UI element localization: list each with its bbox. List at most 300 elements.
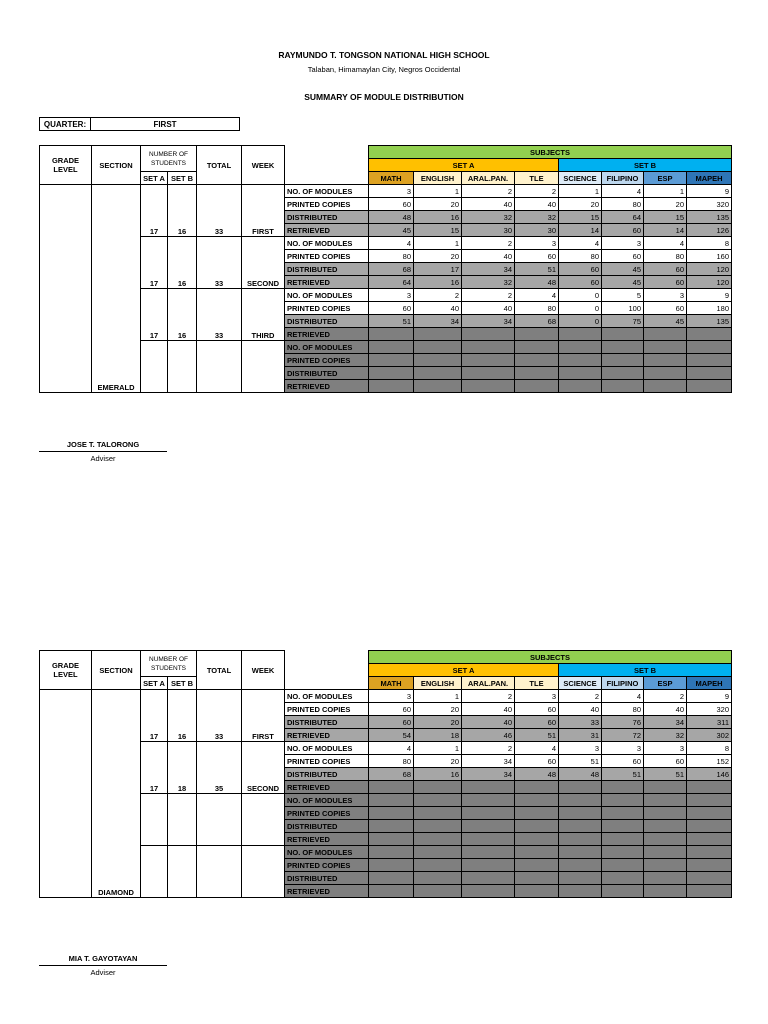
value-cell: 30 — [515, 224, 559, 237]
value-cell: 15 — [559, 211, 602, 224]
document-title: SUMMARY OF MODULE DISTRIBUTION — [304, 92, 464, 102]
value-cell — [414, 885, 462, 898]
value-cell — [414, 833, 462, 846]
total-count: 33 — [197, 237, 242, 289]
value-cell — [414, 859, 462, 872]
value-cell: 64 — [602, 211, 644, 224]
value-cell — [644, 341, 687, 354]
value-cell: 3 — [559, 742, 602, 755]
value-cell: 20 — [414, 755, 462, 768]
set-b-count: 16 — [168, 237, 197, 289]
value-cell: 15 — [644, 211, 687, 224]
value-cell: 76 — [602, 716, 644, 729]
value-cell: 120 — [687, 276, 732, 289]
value-cell: 68 — [369, 263, 414, 276]
value-cell — [462, 820, 515, 833]
value-cell — [559, 859, 602, 872]
value-cell — [602, 367, 644, 380]
week-name — [242, 794, 285, 846]
value-cell: 3 — [369, 289, 414, 302]
value-cell: 5 — [602, 289, 644, 302]
subjects-header: SUBJECTS — [369, 146, 732, 159]
set-b-count — [168, 846, 197, 898]
value-cell: 9 — [687, 690, 732, 703]
value-cell: 14 — [644, 224, 687, 237]
value-cell — [369, 367, 414, 380]
value-cell — [559, 328, 602, 341]
value-cell: 40 — [462, 716, 515, 729]
value-cell: 34 — [462, 768, 515, 781]
row-label: DISTRIBUTED — [285, 768, 369, 781]
value-cell: 40 — [559, 703, 602, 716]
value-cell: 302 — [687, 729, 732, 742]
value-cell — [602, 846, 644, 859]
value-cell — [559, 833, 602, 846]
adviser-name: MIA T. GAYOTAYAN — [39, 954, 167, 966]
value-cell: 2 — [462, 237, 515, 250]
value-cell: 40 — [515, 198, 559, 211]
set-a-header: SET A — [141, 172, 168, 185]
value-cell: 31 — [559, 729, 602, 742]
value-cell: 33 — [559, 716, 602, 729]
value-cell: 80 — [369, 250, 414, 263]
value-cell: 45 — [644, 315, 687, 328]
value-cell — [515, 846, 559, 859]
value-cell — [644, 872, 687, 885]
total-count — [197, 846, 242, 898]
row-label: PRINTED COPIES — [285, 755, 369, 768]
set-b-count: 16 — [168, 690, 197, 742]
value-cell — [369, 885, 414, 898]
value-cell — [687, 859, 732, 872]
value-cell — [462, 781, 515, 794]
set-b-header: SET B — [168, 172, 197, 185]
subject-header-aralpan: ARAL.PAN. — [462, 172, 515, 185]
value-cell: 3 — [644, 742, 687, 755]
value-cell — [515, 820, 559, 833]
table-row — [40, 742, 732, 755]
total-header: TOTAL — [197, 651, 242, 690]
value-cell: 60 — [644, 263, 687, 276]
value-cell: 0 — [559, 289, 602, 302]
value-cell: 320 — [687, 198, 732, 211]
row-label: NO. OF MODULES — [285, 237, 369, 250]
value-cell: 60 — [515, 250, 559, 263]
value-cell — [687, 833, 732, 846]
section-header: SECTION — [92, 146, 141, 185]
set-b-count: 18 — [168, 742, 197, 794]
week-name: SECOND — [242, 237, 285, 289]
total-count — [197, 794, 242, 846]
value-cell — [515, 328, 559, 341]
row-label: RETRIEVED — [285, 729, 369, 742]
row-label: DISTRIBUTED — [285, 211, 369, 224]
value-cell: 68 — [515, 315, 559, 328]
value-cell: 80 — [559, 250, 602, 263]
row-label: RETRIEVED — [285, 328, 369, 341]
subject-header-tle: TLE — [515, 677, 559, 690]
value-cell: 146 — [687, 768, 732, 781]
subject-set-b-header: SET B — [559, 664, 732, 677]
value-cell — [462, 872, 515, 885]
row-label: NO. OF MODULES — [285, 742, 369, 755]
value-cell: 60 — [369, 198, 414, 211]
value-cell — [462, 833, 515, 846]
value-cell: 32 — [462, 211, 515, 224]
row-label: RETRIEVED — [285, 885, 369, 898]
value-cell — [602, 885, 644, 898]
quarter-label: QUARTER: — [39, 117, 91, 131]
value-cell: 2 — [462, 690, 515, 703]
row-label: NO. OF MODULES — [285, 794, 369, 807]
subject-header-math: MATH — [369, 172, 414, 185]
value-cell — [687, 341, 732, 354]
value-cell — [644, 846, 687, 859]
value-cell — [462, 341, 515, 354]
total-count: 33 — [197, 289, 242, 341]
total-header: TOTAL — [197, 146, 242, 185]
value-cell — [515, 781, 559, 794]
value-cell — [515, 807, 559, 820]
value-cell: 48 — [515, 276, 559, 289]
value-cell — [369, 794, 414, 807]
value-cell — [369, 380, 414, 393]
value-cell: 1 — [414, 742, 462, 755]
value-cell: 60 — [644, 755, 687, 768]
value-cell: 2 — [462, 742, 515, 755]
set-a-count: 17 — [141, 742, 168, 794]
value-cell: 20 — [559, 198, 602, 211]
value-cell: 60 — [559, 263, 602, 276]
row-label: PRINTED COPIES — [285, 250, 369, 263]
section-name: DIAMOND — [92, 690, 141, 898]
value-cell: 16 — [414, 768, 462, 781]
set-a-count: 17 — [141, 690, 168, 742]
subject-header-aralpan: ARAL.PAN. — [462, 677, 515, 690]
adviser-signature-emerald — [39, 440, 167, 463]
value-cell: 2 — [515, 185, 559, 198]
value-cell: 51 — [515, 263, 559, 276]
row-label: RETRIEVED — [285, 781, 369, 794]
value-cell — [515, 341, 559, 354]
value-cell — [687, 380, 732, 393]
value-cell — [369, 328, 414, 341]
value-cell: 60 — [515, 716, 559, 729]
row-label: RETRIEVED — [285, 380, 369, 393]
value-cell — [559, 807, 602, 820]
value-cell: 34 — [462, 263, 515, 276]
value-cell — [602, 354, 644, 367]
adviser-name: JOSE T. TALORONG — [39, 440, 167, 452]
value-cell: 2 — [644, 690, 687, 703]
value-cell: 34 — [462, 315, 515, 328]
value-cell: 32 — [515, 211, 559, 224]
row-label: DISTRIBUTED — [285, 263, 369, 276]
value-cell — [559, 341, 602, 354]
value-cell: 20 — [414, 250, 462, 263]
week-name: THIRD — [242, 289, 285, 341]
total-count: 33 — [197, 690, 242, 742]
value-cell — [414, 794, 462, 807]
week-header: WEEK — [242, 651, 285, 690]
value-cell — [644, 781, 687, 794]
value-cell: 45 — [369, 224, 414, 237]
value-cell: 34 — [462, 755, 515, 768]
value-cell — [602, 833, 644, 846]
set-b-count: 16 — [168, 185, 197, 237]
value-cell: 1 — [414, 237, 462, 250]
value-cell — [644, 328, 687, 341]
grade-level-cell — [40, 185, 92, 393]
value-cell — [602, 859, 644, 872]
set-a-count — [141, 846, 168, 898]
value-cell — [462, 885, 515, 898]
number-of-students-header: NUMBER OF STUDENTS — [141, 651, 197, 677]
value-cell: 16 — [414, 276, 462, 289]
value-cell: 3 — [602, 237, 644, 250]
value-cell: 60 — [369, 716, 414, 729]
value-cell — [644, 794, 687, 807]
value-cell: 60 — [602, 755, 644, 768]
total-count: 35 — [197, 742, 242, 794]
value-cell: 60 — [515, 703, 559, 716]
row-label: NO. OF MODULES — [285, 341, 369, 354]
value-cell — [644, 367, 687, 380]
value-cell — [414, 846, 462, 859]
value-cell — [369, 846, 414, 859]
value-cell — [369, 341, 414, 354]
table-row — [40, 690, 732, 703]
value-cell — [602, 807, 644, 820]
value-cell: 180 — [687, 302, 732, 315]
value-cell — [559, 846, 602, 859]
value-cell: 80 — [602, 198, 644, 211]
value-cell — [414, 380, 462, 393]
value-cell: 3 — [369, 690, 414, 703]
value-cell — [687, 872, 732, 885]
value-cell — [414, 820, 462, 833]
blank-header-cell — [285, 146, 369, 185]
value-cell — [559, 872, 602, 885]
value-cell — [602, 794, 644, 807]
value-cell — [687, 820, 732, 833]
value-cell: 60 — [602, 224, 644, 237]
total-count: 33 — [197, 185, 242, 237]
value-cell — [462, 807, 515, 820]
subject-set-b-header: SET B — [559, 159, 732, 172]
week-name: FIRST — [242, 185, 285, 237]
value-cell: 4 — [602, 185, 644, 198]
value-cell — [515, 380, 559, 393]
set-a-header: SET A — [141, 677, 168, 690]
subject-header-tle: TLE — [515, 172, 559, 185]
subject-set-a-header: SET A — [369, 159, 559, 172]
quarter-value: FIRST — [91, 117, 240, 131]
section-header: SECTION — [92, 651, 141, 690]
value-cell: 40 — [462, 198, 515, 211]
value-cell: 32 — [462, 276, 515, 289]
row-label: PRINTED COPIES — [285, 807, 369, 820]
value-cell: 3 — [644, 289, 687, 302]
value-cell: 60 — [369, 302, 414, 315]
value-cell — [559, 367, 602, 380]
quarter-box — [39, 117, 240, 131]
value-cell: 48 — [559, 768, 602, 781]
value-cell — [602, 820, 644, 833]
value-cell — [515, 367, 559, 380]
grade-level-cell — [40, 690, 92, 898]
value-cell: 20 — [414, 198, 462, 211]
value-cell — [644, 820, 687, 833]
row-label: DISTRIBUTED — [285, 716, 369, 729]
value-cell — [462, 380, 515, 393]
value-cell: 60 — [369, 703, 414, 716]
value-cell — [644, 885, 687, 898]
week-header: WEEK — [242, 146, 285, 185]
value-cell: 34 — [644, 716, 687, 729]
subject-header-mapeh: MAPEH — [687, 172, 732, 185]
value-cell — [687, 781, 732, 794]
row-label: NO. OF MODULES — [285, 289, 369, 302]
value-cell: 60 — [602, 250, 644, 263]
value-cell: 30 — [462, 224, 515, 237]
value-cell: 16 — [414, 211, 462, 224]
value-cell — [414, 807, 462, 820]
subject-header-math: MATH — [369, 677, 414, 690]
week-name — [242, 846, 285, 898]
value-cell: 48 — [515, 768, 559, 781]
module-distribution-table-diamond — [39, 650, 732, 898]
value-cell — [559, 380, 602, 393]
school-name: RAYMUNDO T. TONGSON NATIONAL HIGH SCHOOL — [278, 50, 490, 60]
value-cell: 160 — [687, 250, 732, 263]
value-cell: 40 — [414, 302, 462, 315]
value-cell: 4 — [369, 237, 414, 250]
value-cell — [644, 807, 687, 820]
value-cell: 51 — [559, 755, 602, 768]
value-cell: 51 — [644, 768, 687, 781]
value-cell: 64 — [369, 276, 414, 289]
row-label: PRINTED COPIES — [285, 198, 369, 211]
school-address: Talaban, Himamaylan City, Negros Occidental — [307, 65, 461, 74]
value-cell — [559, 781, 602, 794]
value-cell: 2 — [414, 289, 462, 302]
value-cell: 48 — [369, 211, 414, 224]
value-cell: 152 — [687, 755, 732, 768]
value-cell: 9 — [687, 185, 732, 198]
value-cell — [559, 354, 602, 367]
total-count — [197, 341, 242, 393]
value-cell: 46 — [462, 729, 515, 742]
week-name: FIRST — [242, 690, 285, 742]
value-cell: 135 — [687, 211, 732, 224]
value-cell: 80 — [644, 250, 687, 263]
value-cell — [644, 833, 687, 846]
module-distribution-table-emerald — [39, 145, 732, 393]
value-cell — [369, 833, 414, 846]
value-cell — [515, 859, 559, 872]
row-label: DISTRIBUTED — [285, 315, 369, 328]
value-cell — [369, 807, 414, 820]
value-cell: 4 — [602, 690, 644, 703]
value-cell: 51 — [515, 729, 559, 742]
value-cell — [462, 859, 515, 872]
row-label: PRINTED COPIES — [285, 354, 369, 367]
table-row — [40, 237, 732, 250]
row-label: DISTRIBUTED — [285, 820, 369, 833]
set-a-count — [141, 794, 168, 846]
value-cell: 4 — [515, 742, 559, 755]
subject-header-mapeh: MAPEH — [687, 677, 732, 690]
value-cell — [462, 367, 515, 380]
subject-header-science: SCIENCE — [559, 677, 602, 690]
table-row — [40, 341, 732, 354]
value-cell: 60 — [559, 276, 602, 289]
value-cell: 60 — [515, 755, 559, 768]
value-cell: 2 — [559, 690, 602, 703]
value-cell: 135 — [687, 315, 732, 328]
value-cell — [687, 807, 732, 820]
value-cell — [602, 328, 644, 341]
value-cell: 20 — [644, 198, 687, 211]
row-label: PRINTED COPIES — [285, 859, 369, 872]
value-cell: 72 — [602, 729, 644, 742]
subject-header-filipino: FILIPINO — [602, 172, 644, 185]
value-cell: 2 — [462, 289, 515, 302]
value-cell — [644, 859, 687, 872]
value-cell: 45 — [602, 276, 644, 289]
value-cell — [462, 846, 515, 859]
value-cell — [414, 781, 462, 794]
value-cell — [687, 846, 732, 859]
subject-header-esp: ESP — [644, 677, 687, 690]
row-label: DISTRIBUTED — [285, 367, 369, 380]
table-row — [40, 846, 732, 859]
number-of-students-header: NUMBER OF STUDENTS — [141, 146, 197, 172]
value-cell: 51 — [369, 315, 414, 328]
value-cell: 2 — [462, 185, 515, 198]
value-cell: 0 — [559, 315, 602, 328]
value-cell — [462, 328, 515, 341]
value-cell: 1 — [559, 185, 602, 198]
set-b-count — [168, 794, 197, 846]
value-cell — [559, 794, 602, 807]
value-cell: 0 — [559, 302, 602, 315]
value-cell: 75 — [602, 315, 644, 328]
value-cell: 3 — [515, 237, 559, 250]
value-cell: 60 — [644, 276, 687, 289]
value-cell — [515, 354, 559, 367]
value-cell: 8 — [687, 742, 732, 755]
value-cell: 3 — [369, 185, 414, 198]
set-a-count: 17 — [141, 185, 168, 237]
row-label: PRINTED COPIES — [285, 302, 369, 315]
value-cell: 14 — [559, 224, 602, 237]
value-cell: 17 — [414, 263, 462, 276]
value-cell — [369, 781, 414, 794]
value-cell: 1 — [644, 185, 687, 198]
row-label: DISTRIBUTED — [285, 872, 369, 885]
set-a-count: 17 — [141, 237, 168, 289]
value-cell — [644, 354, 687, 367]
set-b-header: SET B — [168, 677, 197, 690]
row-label: NO. OF MODULES — [285, 185, 369, 198]
value-cell: 68 — [369, 768, 414, 781]
value-cell — [414, 367, 462, 380]
row-label: PRINTED COPIES — [285, 703, 369, 716]
value-cell: 20 — [414, 703, 462, 716]
table-row — [40, 289, 732, 302]
